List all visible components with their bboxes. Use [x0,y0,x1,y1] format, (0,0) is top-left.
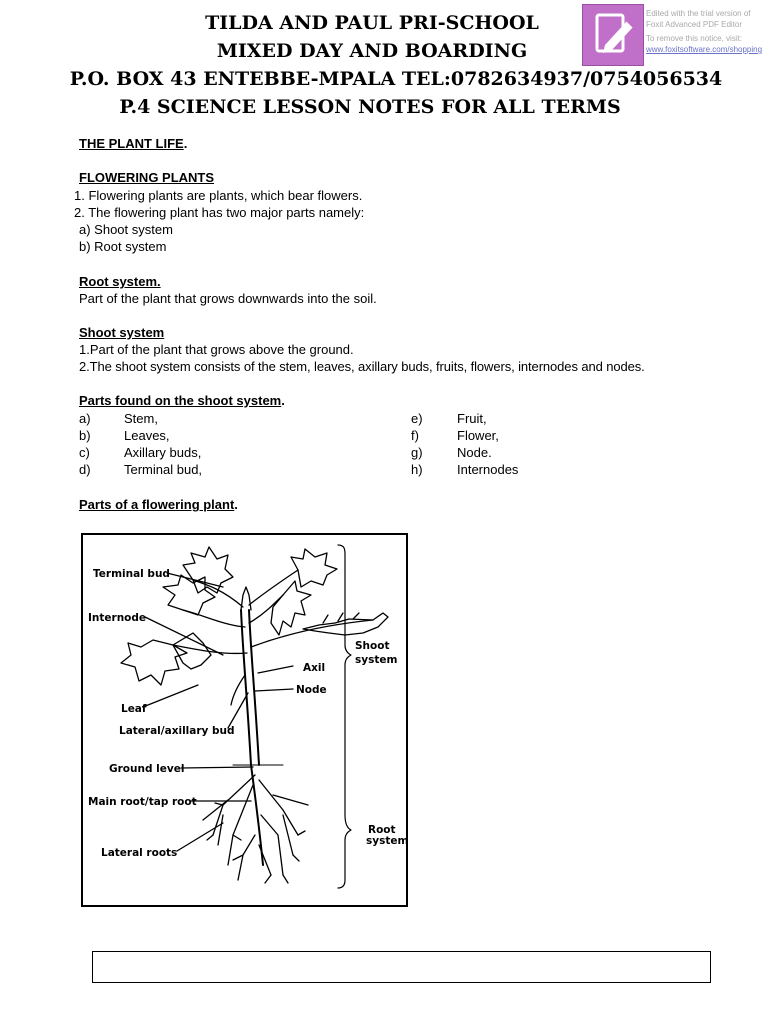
watermark-line-1: Edited with the trial version of [646,9,751,18]
item-text: Terminal bud, [124,462,203,477]
item-letter: f) [411,428,419,443]
label-node: Node [296,684,327,696]
item-letter: a) [79,411,91,426]
label-ground-level: Ground level [109,763,185,775]
item-text: Fruit, [457,411,487,426]
document-title: P.4 SCIENCE LESSON NOTES FOR ALL TERMS [119,96,621,118]
empty-footer-box [92,951,711,983]
list-item [79,428,579,445]
item-letter: b) [79,428,91,443]
watermark-link[interactable]: www.foxitsoftware.com/shopping [646,45,763,54]
item-letter: d) [79,462,91,477]
label-axil: Axil [303,662,326,674]
shoot-system-point-2: 2.The shoot system consists of the stem, leaves, axillary buds, fruits, flowers, internodes and nodes. [79,359,645,374]
label-lateral-bud: Lateral/axillary bud [119,725,235,737]
item-text: Node. [457,445,492,460]
label-internode: Internode [88,612,147,624]
flowering-point-2: 2. The flowering plant has two major parts namely: [74,205,365,220]
parts-found-heading: Parts found on the shoot system. [79,393,285,408]
flowering-option-a: a) Shoot system [79,222,173,237]
plant-diagram-drawing [83,535,410,909]
item-letter: h) [411,462,423,477]
root-system-text: Part of the plant that grows downwards into the soil. [79,291,377,306]
item-text: Flower, [457,428,499,443]
school-type: MIXED DAY AND BOARDING [216,40,528,62]
item-letter: c) [79,445,90,460]
flowering-point-1: 1. Flowering plants are plants, which bear flowers. [74,188,363,203]
foxit-watermark [582,4,768,68]
watermark-line-2: Foxit Advanced PDF Editor [646,20,743,29]
topic-heading: THE PLANT LIFE. [79,136,188,151]
label-terminal-bud: Terminal bud [93,568,170,580]
shoot-system-point-1: 1.Part of the plant that grows above the ground. [79,342,354,357]
flowering-option-b: b) Root system [79,239,167,254]
parts-flowering-title: Parts of a flowering plant [79,497,235,512]
flowering-plants-heading: FLOWERING PLANTS [79,170,215,185]
label-lateral-roots: Lateral roots [101,847,178,859]
item-text: Stem, [124,411,158,426]
foxit-logo-icon [582,4,644,66]
topic-title: THE PLANT LIFE [79,136,184,151]
parts-flowering-heading: Parts of a flowering plant. [79,497,238,512]
school-name: TILDA AND PAUL PRI-SCHOOL [205,12,539,34]
item-text: Internodes [457,462,519,477]
list-item [79,411,579,428]
item-text: Axillary buds, [124,445,202,460]
label-shoot: Shoot [355,640,390,652]
parts-found-title: Parts found on the shoot system [79,393,282,408]
label-main-root: Main root/tap root [88,796,197,808]
label-leaf: Leaf [121,703,147,715]
label-root: Root [368,824,396,836]
root-system-heading: Root system. [79,274,161,289]
list-item [79,462,579,479]
item-text: Leaves, [124,428,170,443]
item-letter: e) [411,411,423,426]
plant-diagram [81,533,408,907]
watermark-line-3: To remove this notice, visit: [646,34,743,43]
watermark-notice [646,8,766,55]
item-letter: g) [411,445,423,460]
label-root-system: system [366,835,409,847]
label-shoot-system: system [355,654,398,666]
list-item [79,445,579,462]
plant-illustration [121,545,388,888]
shoot-system-heading: Shoot system [79,325,165,340]
school-address: P.O. BOX 43 ENTEBBE-MPALA TEL:0782634937/0754056534 [69,68,723,90]
